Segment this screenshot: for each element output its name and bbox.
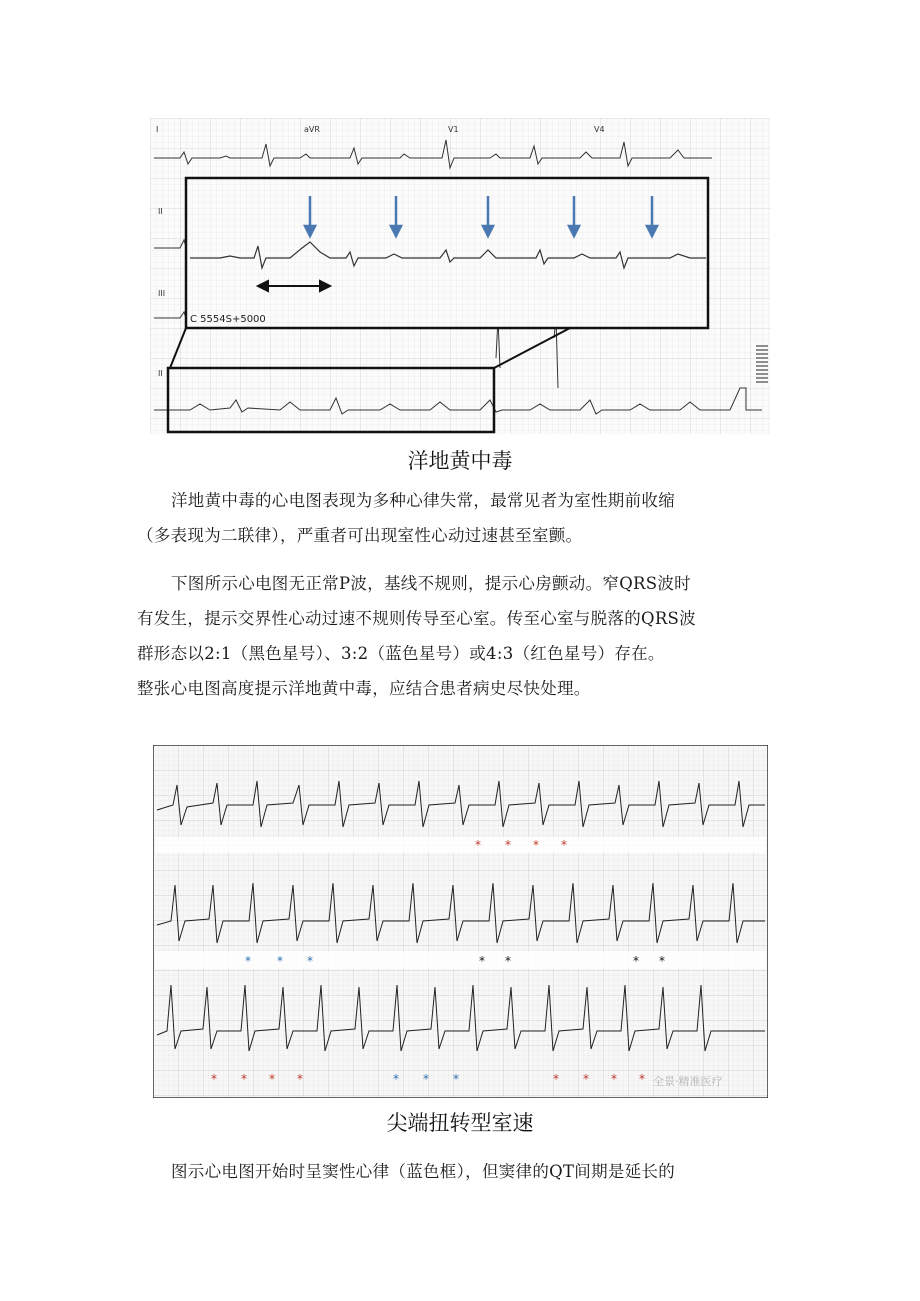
svg-text:*: * <box>583 1072 589 1086</box>
svg-text:*: * <box>611 1072 617 1086</box>
svg-text:*: * <box>659 954 665 968</box>
lead-label: I <box>156 125 159 134</box>
svg-text:*: * <box>297 1072 303 1086</box>
svg-text:*: * <box>475 838 481 852</box>
svg-text:*: * <box>553 1072 559 1086</box>
svg-text:*: * <box>307 954 313 968</box>
svg-text:*: * <box>561 838 567 852</box>
ecg-figure-digitalis <box>150 118 770 434</box>
watermark: 全景·精准医疗 <box>653 1075 723 1088</box>
svg-text:*: * <box>633 954 639 968</box>
figure-caption-digitalis: 洋地黄中毒 <box>407 449 513 473</box>
svg-text:*: * <box>505 954 511 968</box>
text-line: 有发生，提示交界性心动过速不规则传导至心室。传至心室与脱落的QRS波 <box>137 609 696 628</box>
svg-text:*: * <box>505 838 511 852</box>
text-line: 下图所示心电图无正常P波，基线不规则，提示心房颤动。窄QRS波时 <box>171 574 691 593</box>
svg-text:*: * <box>393 1072 399 1086</box>
paragraph-ecg-description <box>137 566 787 706</box>
text-line: 图示心电图开始时呈窦性心律（蓝色框），但窦律的QT间期是延长的 <box>171 1162 676 1181</box>
svg-text:*: * <box>241 1072 247 1086</box>
svg-text:*: * <box>453 1072 459 1086</box>
svg-text:*: * <box>211 1072 217 1086</box>
lead-label: aVR <box>304 125 320 134</box>
text-line: 群形态以2:1（黑色星号）、3:2（蓝色星号）或4:3（红色星号）存在。 <box>137 644 665 663</box>
text-line: （多表现为二联律），严重者可出现室性心动过速甚至室颤。 <box>137 526 583 545</box>
lead-label: V1 <box>448 125 459 134</box>
svg-text:*: * <box>277 954 283 968</box>
svg-text:*: * <box>423 1072 429 1086</box>
lead-label: III <box>158 289 166 298</box>
svg-text:*: * <box>269 1072 275 1086</box>
svg-text:*: * <box>533 838 539 852</box>
paragraph-digitalis-intro <box>137 483 787 553</box>
svg-text:*: * <box>479 954 485 968</box>
svg-text:*: * <box>639 1072 645 1086</box>
lead-label: II <box>158 207 163 216</box>
svg-text:*: * <box>245 954 251 968</box>
ecg-figure-torsade <box>153 745 768 1098</box>
figure-caption-torsade: 尖端扭转型室速 <box>386 1111 534 1135</box>
scale-text: C 5554S+5000 <box>190 314 266 325</box>
strip-separator <box>155 837 766 853</box>
lead-label: V4 <box>594 125 605 134</box>
lead-label: II <box>158 369 163 378</box>
paragraph-torsade <box>137 1154 787 1189</box>
text-line: 整张心电图高度提示洋地黄中毒，应结合患者病史尽快处理。 <box>137 679 591 698</box>
text-line: 洋地黄中毒的心电图表现为多种心律失常，最常见者为室性期前收缩 <box>171 491 675 510</box>
